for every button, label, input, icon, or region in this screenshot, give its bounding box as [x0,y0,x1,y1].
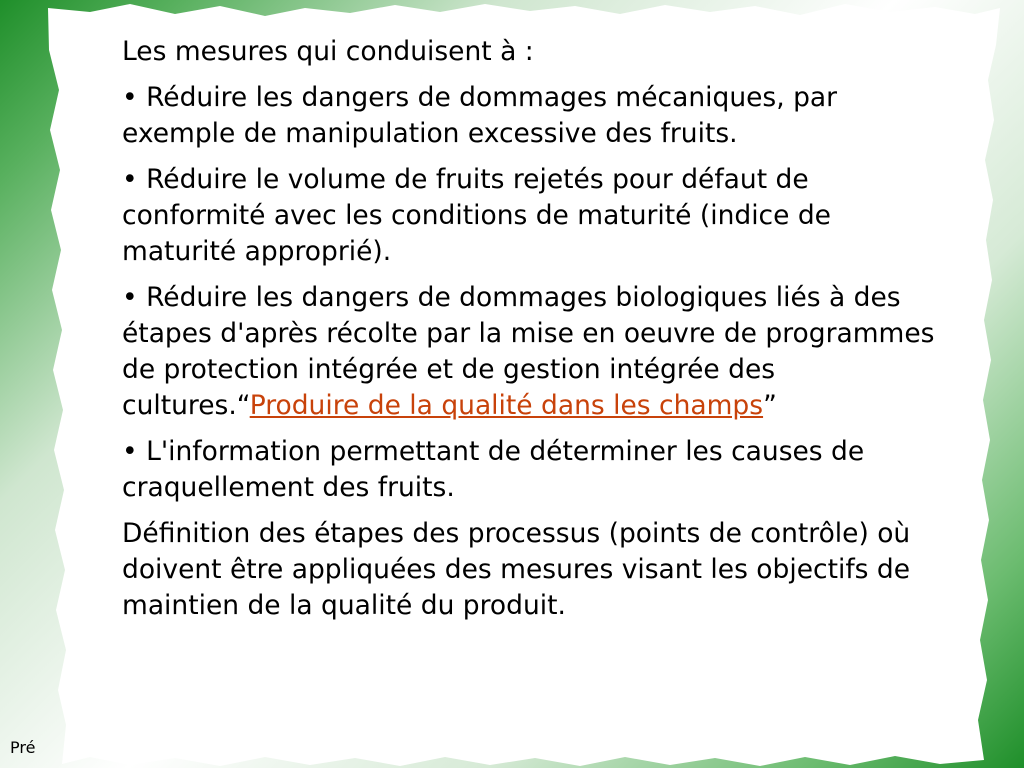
bullet-text: Réduire le volume de fruits rejetés pour défaut de conformité avec les conditions de maturité (indice de maturité approprié). [122,164,831,267]
bullet-text: Réduire les dangers de dommages mécaniques, par exemple de manipulation excessive des fruits. [122,82,838,149]
bullet-item [122,434,942,506]
closing-quote: ” [763,390,777,421]
bullet-text: Réduire les dangers de dommages biologiques liés à des étapes d'après récolte par la mise en oeuvre de programmes de protection intégrée et de gestion intégrée des cultures.“ [122,282,935,421]
slide-body [122,34,942,634]
bullet-item [122,80,942,152]
closing-text: Définition des étapes des processus (points de contrôle) où doivent être appliquées des mesures visant les objectifs de maintien de la qualité du produit. [122,518,911,621]
bullet-icon: • [122,436,138,467]
intro-text: Les mesures qui conduisent à : [122,36,534,67]
bullet-text: L'information permettant de déterminer les causes de craquellement des fruits. [122,436,865,503]
bullet-icon: • [122,164,138,195]
bullet-item [122,280,942,424]
quality-in-fields-link[interactable]: Produire de la qualité dans les champs [249,390,764,421]
bullet-icon: • [122,82,138,113]
bullet-icon: • [122,282,138,313]
footer-text: Pré [10,738,36,757]
bullet-item [122,162,942,270]
